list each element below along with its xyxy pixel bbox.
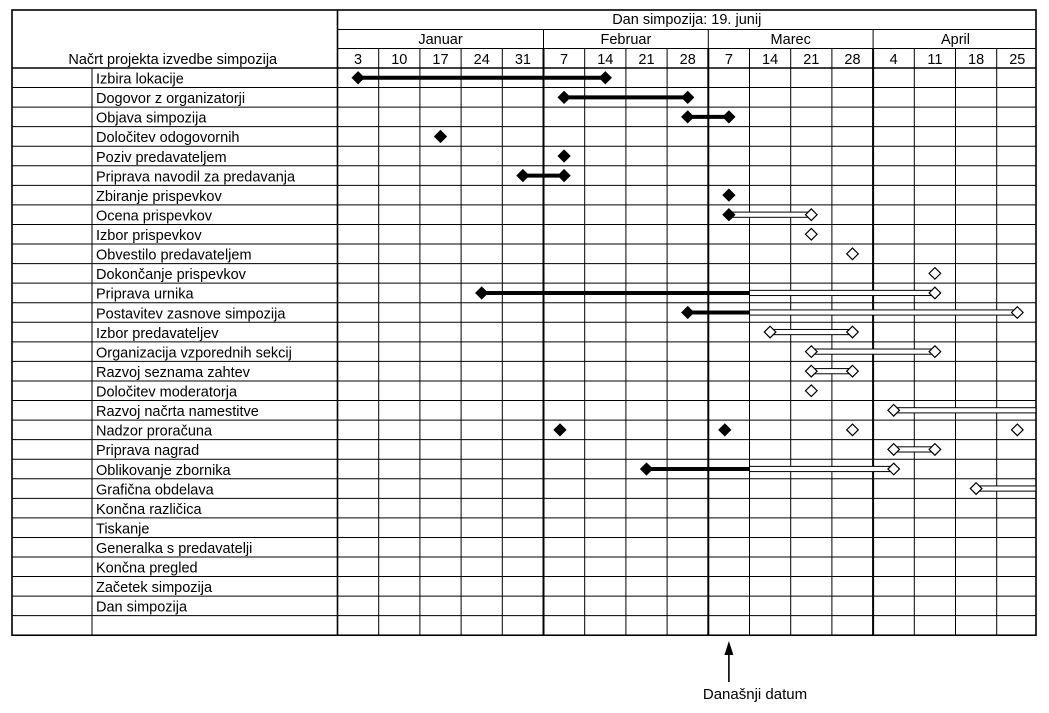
done-start-milestone xyxy=(682,111,694,123)
task-label: Oblikovanje zbornika xyxy=(96,462,231,479)
planned-bar xyxy=(811,349,935,354)
task-label: Generalka s predavatelji xyxy=(96,541,253,557)
task-label: Objava simpozija xyxy=(96,110,207,127)
month-label: Januar xyxy=(418,32,463,48)
week-tick-label: 7 xyxy=(560,52,569,68)
task-label: Razvoj seznama zahtev xyxy=(96,364,250,381)
week-tick-label: 10 xyxy=(391,52,408,68)
done-start-milestone xyxy=(517,170,529,182)
planned-end-milestone xyxy=(847,365,859,377)
week-tick-label: 31 xyxy=(514,52,531,68)
planned-start-milestone xyxy=(806,346,818,358)
done-start-milestone xyxy=(719,424,731,436)
open-milestone xyxy=(847,248,859,260)
done-end-milestone xyxy=(600,72,612,84)
task-label: Organizacija vzporednih sekcij xyxy=(96,345,292,362)
done-end-milestone xyxy=(558,170,570,182)
planned-start-milestone xyxy=(888,444,900,456)
planned-start-milestone xyxy=(806,365,818,377)
task-label: Priprava nagrad xyxy=(96,443,200,460)
task-label: Razvoj načrta namestitve xyxy=(96,404,259,421)
done-start-milestone xyxy=(476,287,488,299)
done-start-milestone xyxy=(723,209,735,221)
week-tick-label: 28 xyxy=(679,52,696,68)
done-end-milestone xyxy=(723,111,735,123)
task-label: Izbor prispevkov xyxy=(96,228,202,245)
task-label: Poziv predavateljem xyxy=(96,149,227,166)
task-label: Končna različica xyxy=(96,501,202,518)
planned-bar xyxy=(770,329,852,334)
open-milestone xyxy=(806,228,818,240)
planned-bar xyxy=(976,486,1036,491)
today-arrow-head xyxy=(724,641,733,655)
task-column-header: Načrt projekta izvedbe simpozija xyxy=(68,52,278,68)
planned-bar xyxy=(750,466,894,471)
week-tick-label: 7 xyxy=(724,52,733,68)
task-label: Končna pregled xyxy=(96,560,198,577)
planned-bar xyxy=(729,212,811,217)
planned-start-milestone xyxy=(888,405,900,417)
task-label: Izbira lokacije xyxy=(96,71,184,88)
week-tick-label: 11 xyxy=(927,52,943,68)
task-label: Izbor predavateljev xyxy=(96,325,219,342)
task-label: Določitev odogovornih xyxy=(96,130,240,147)
task-label: Dokončanje prispevkov xyxy=(96,267,246,284)
planned-end-milestone xyxy=(888,463,900,475)
week-tick-label: 24 xyxy=(473,52,490,68)
done-start-milestone xyxy=(435,131,447,143)
planned-end-milestone xyxy=(806,209,818,221)
week-tick-label: 3 xyxy=(354,52,363,68)
planned-end-milestone xyxy=(847,326,859,338)
open-milestone xyxy=(806,385,818,397)
done-start-milestone xyxy=(558,150,570,162)
today-marker xyxy=(724,641,733,682)
task-label: Ocena prispevkov xyxy=(96,208,213,225)
planned-bar xyxy=(894,408,1036,413)
done-start-milestone xyxy=(558,92,570,104)
planned-start-milestone xyxy=(970,483,982,495)
task-label: Tiskanje xyxy=(96,521,150,538)
done-start-milestone xyxy=(352,72,364,84)
task-label: Dogovor z organizatorji xyxy=(96,91,246,108)
done-start-milestone xyxy=(682,307,694,319)
planned-bar xyxy=(750,310,1018,315)
planned-bar xyxy=(750,290,935,295)
open-milestone xyxy=(847,424,859,436)
week-tick-label: 21 xyxy=(638,52,655,68)
month-label: April xyxy=(940,32,971,48)
week-tick-label: 28 xyxy=(844,52,861,68)
done-end-milestone xyxy=(682,92,694,104)
task-label: Nadzor proračuna xyxy=(96,423,213,440)
done-start-milestone xyxy=(723,189,735,201)
done-start-milestone xyxy=(641,463,653,475)
week-tick-label: 14 xyxy=(762,52,779,68)
open-milestone xyxy=(929,268,941,280)
task-label: Priprava urnika xyxy=(96,286,194,303)
task-label: Grafična obdelava xyxy=(96,482,214,499)
week-tick-label: 4 xyxy=(889,52,898,68)
week-tick-label: 25 xyxy=(1009,52,1026,68)
timeline-header xyxy=(68,12,1025,68)
week-tick-label: 21 xyxy=(803,52,820,68)
chart-title: Dan simpozija: 19. junij xyxy=(612,12,762,28)
month-label: Februar xyxy=(600,32,652,48)
open-milestone xyxy=(1012,424,1024,436)
week-tick-label: 14 xyxy=(597,52,614,68)
planned-start-milestone xyxy=(764,326,776,338)
task-label: Dan simpozija xyxy=(96,599,188,616)
month-label: Marec xyxy=(770,32,811,48)
planned-end-milestone xyxy=(1012,307,1024,319)
task-labels xyxy=(96,72,296,616)
planned-end-milestone xyxy=(929,346,941,358)
planned-end-milestone xyxy=(929,444,941,456)
task-label: Obvestilo predavateljem xyxy=(96,247,252,264)
planned-end-milestone xyxy=(929,287,941,299)
week-tick-label: 17 xyxy=(432,52,449,68)
task-label: Določitev moderatorja xyxy=(96,384,238,401)
done-start-milestone xyxy=(554,424,566,436)
task-label: Priprava navodil za predavanja xyxy=(96,169,296,186)
week-tick-label: 18 xyxy=(968,52,985,68)
task-label: Postavitev zasnove simpozija xyxy=(96,306,286,323)
task-label: Začetek simpozija xyxy=(96,580,213,597)
task-label: Zbiranje prispevkov xyxy=(96,188,222,205)
today-label: Današnji datum xyxy=(702,686,808,703)
